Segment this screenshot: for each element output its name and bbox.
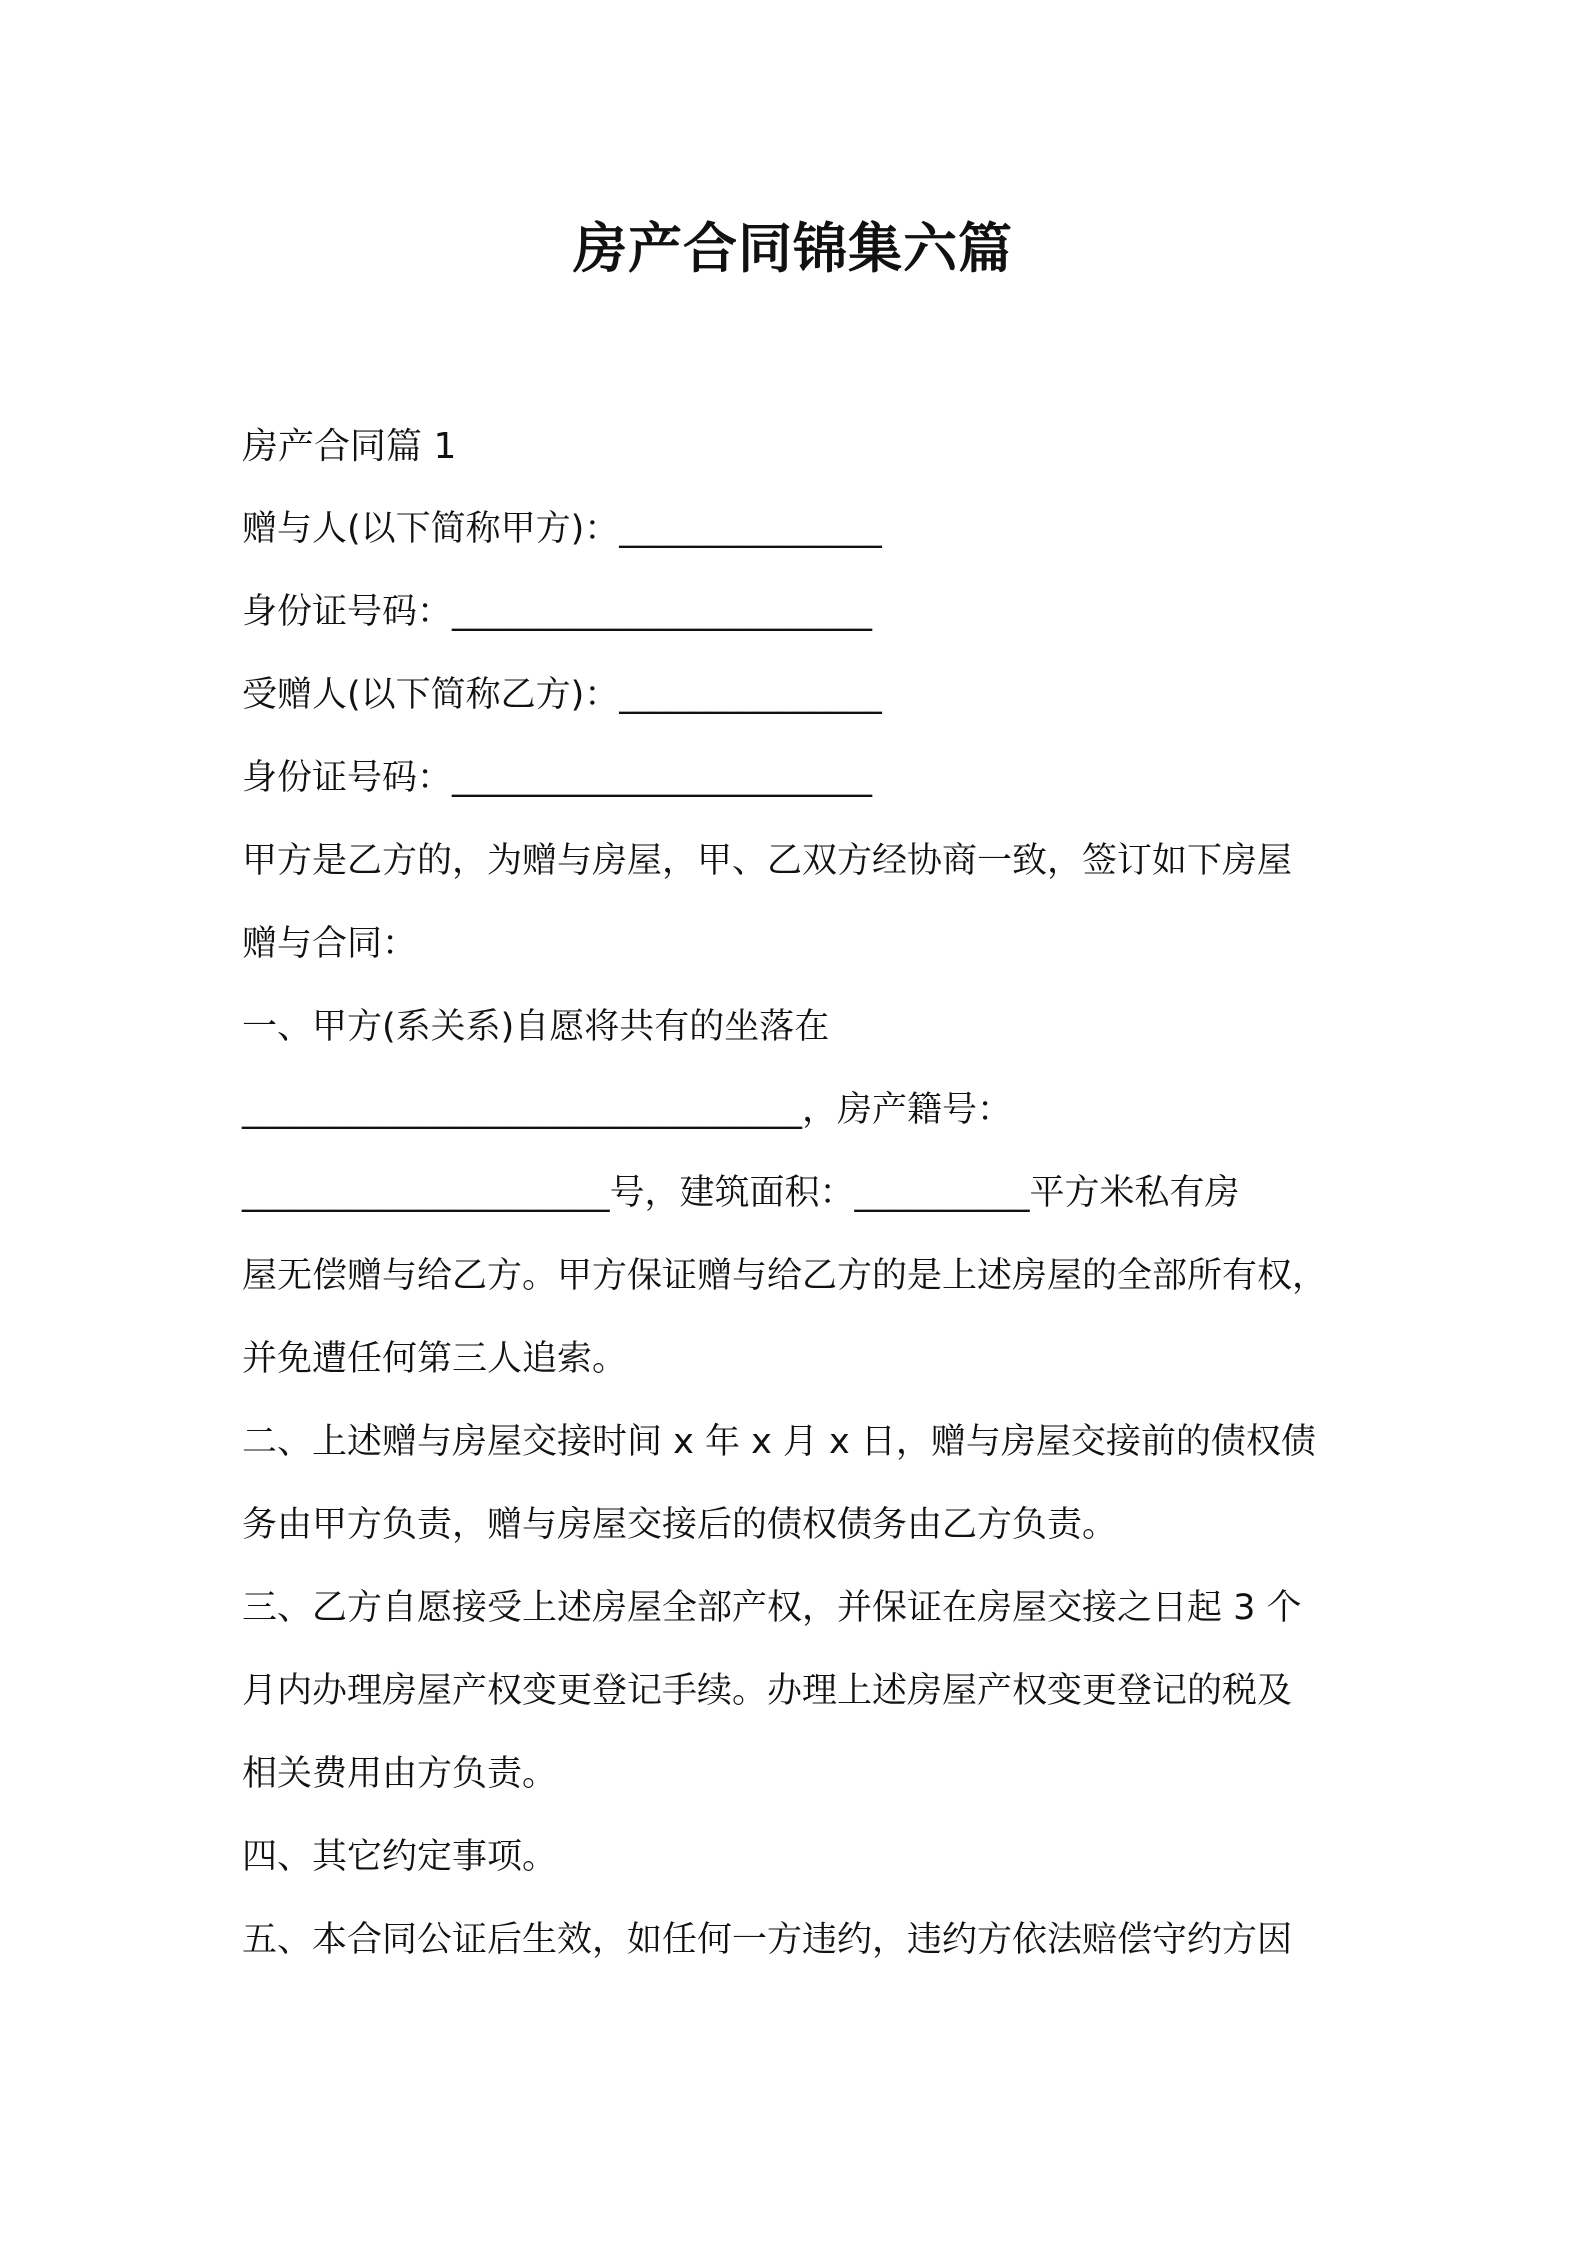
clause-1-line: ________________________________，房产籍号： xyxy=(242,1090,1013,1130)
clause-3-line: 月内办理房屋产权变更登记手续。办理上述房屋产权变更登记的税及 xyxy=(242,1671,1293,1711)
clause-1-line: 一、甲方(系关系)自愿将共有的坐落在 xyxy=(242,1007,830,1047)
clause-1-line: 并免遭任何第三人追索。 xyxy=(242,1339,628,1379)
donee-name-line: 受赠人(以下简称乙方)：_______________ xyxy=(242,675,882,715)
clause-2-line: 二、上述赠与房屋交接时间 x 年 x 月 x 日，赠与房屋交接前的债权债 xyxy=(242,1422,1316,1462)
clause-1-line: 屋无偿赠与给乙方。甲方保证赠与给乙方的是上述房屋的全部所有权， xyxy=(242,1256,1328,1296)
clause-4-line: 四、其它约定事项。 xyxy=(242,1837,558,1877)
paragraph-line: 甲方是乙方的，为赠与房屋，甲、乙双方经协商一致，签订如下房屋 xyxy=(242,841,1293,881)
paragraph-line: 赠与合同： xyxy=(242,924,418,964)
clause-3-line: 相关费用由方负责。 xyxy=(242,1754,558,1794)
donee-id-line: 身份证号码：________________________ xyxy=(242,758,873,798)
section-heading: 房产合同篇 1 xyxy=(242,426,457,467)
donor-id-line: 身份证号码：________________________ xyxy=(242,592,873,632)
donor-name-line: 赠与人(以下简称甲方)：_______________ xyxy=(242,509,882,549)
clause-1-line: _____________________号，建筑面积：__________平方米私有房 xyxy=(242,1173,1240,1213)
document-body xyxy=(242,405,1382,1982)
clause-5-line: 五、本合同公证后生效，如任何一方违约，违约方依法赔偿守约方因 xyxy=(242,1920,1293,1960)
document-title: 房产合同锦集六篇 xyxy=(573,217,1013,280)
clause-2-line: 务由甲方负责，赠与房屋交接后的债权债务由乙方负责。 xyxy=(242,1505,1118,1545)
clause-3-line: 三、乙方自愿接受上述房屋全部产权，并保证在房屋交接之日起 3 个 xyxy=(242,1588,1302,1628)
